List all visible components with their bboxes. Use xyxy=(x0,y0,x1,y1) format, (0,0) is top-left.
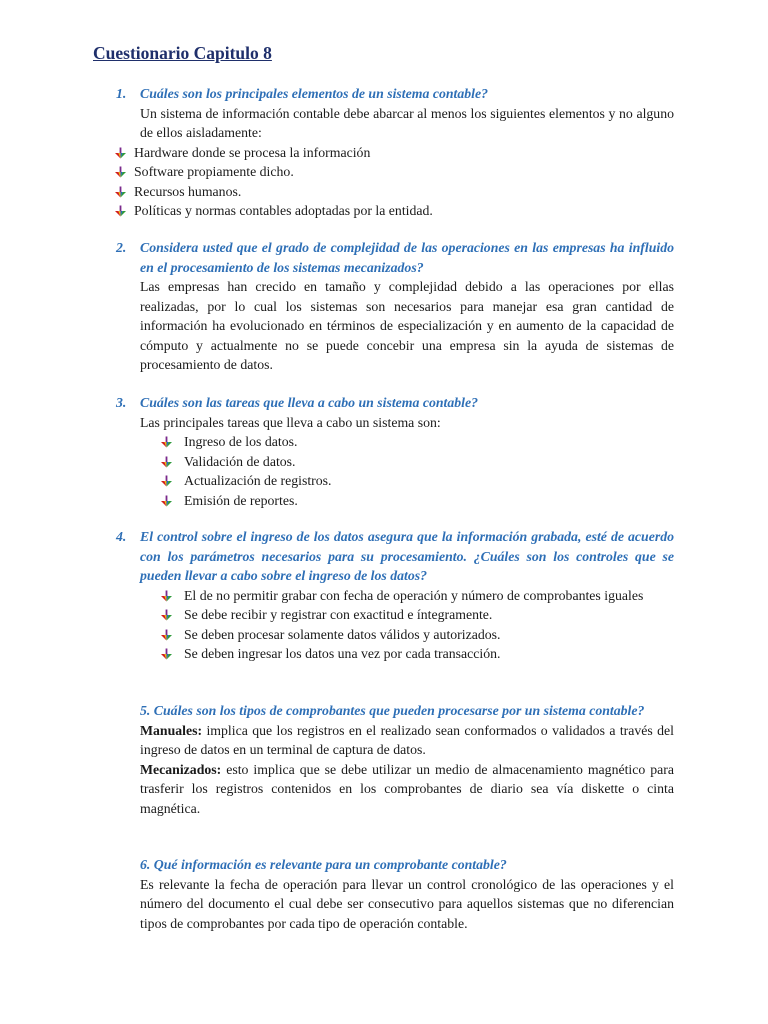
manual-label: Manuales: xyxy=(140,722,203,738)
question-2-answer xyxy=(140,277,674,375)
question-6-text: 6. Qué información es relevante para un comprobante contable? xyxy=(140,857,507,872)
list-item: Hardware donde se procesa la información xyxy=(114,143,674,163)
list-item: Se debe recibir y registrar con exactitud e íntegramente. xyxy=(160,605,674,625)
document-title: Cuestionario Capitulo 8 xyxy=(93,43,272,63)
question-2-number: 2. xyxy=(116,240,127,255)
question-3-intro: Las principales tareas que lleva a cabo un sistema son: xyxy=(140,414,441,430)
question-4-section xyxy=(116,527,674,664)
four-color-arrow-bullet-icon xyxy=(160,605,184,624)
question-2-answer-text: Las empresas han crecido en tamaño y complejidad debido a las operaciones por ellas realizadas, por lo cual los sistemas son necesarios para manejar esa gran cantidad de información ha evolucionado en términos de especialización y en aumento de la capacidad de cómputo y actualmente no se puede concebir una empresa sin la ayuda de sistemas de procesamiento de datos. xyxy=(140,279,674,372)
question-3-heading xyxy=(116,393,674,413)
question-4-number: 4. xyxy=(116,529,127,544)
question-6-answer xyxy=(140,875,674,934)
list-item: Recursos humanos. xyxy=(114,182,674,202)
four-color-arrow-bullet-icon xyxy=(114,182,134,201)
question-1-answer xyxy=(140,104,674,143)
question-4-text: El control sobre el ingreso de los datos asegura que la información grabada, esté de acuerdo con los parámetros necesarios para su procesamiento. ¿Cuáles son los controles que se pueden llevar a cabo sobre el ingreso de los datos? xyxy=(140,529,674,583)
four-color-arrow-bullet-icon xyxy=(160,644,184,663)
four-color-arrow-bullet-icon xyxy=(160,471,184,490)
question-2-text: Considera usted que el grado de complejidad de las operaciones en las empresas ha influido en el procesamiento de los sistemas mecanizados? xyxy=(140,240,674,275)
mech-text: esto implica que se debe utilizar un medio de almacenamiento magnético para trasferir los registros contenidos en los comprobantes de diario sea vía diskette o cinta magnética. xyxy=(140,761,674,816)
question-2-heading xyxy=(116,238,674,277)
list-item: El de no permitir grabar con fecha de operación y número de comprobantes iguales xyxy=(160,586,674,606)
four-color-arrow-bullet-icon xyxy=(114,162,134,181)
question-1-heading xyxy=(116,84,674,104)
manual-text: implica que los registros en el realizado sean conformados o validados a través del ingreso de datos en un terminal de captura de datos. xyxy=(140,722,674,757)
mech-label: Mecanizados: xyxy=(140,761,222,777)
question-3-bullet-list xyxy=(116,432,674,510)
question-3-text: Cuáles son las tareas que lleva a cabo un sistema contable? xyxy=(140,395,479,410)
question-4-bullet-list xyxy=(116,586,674,664)
list-item: Ingreso de los datos. xyxy=(160,432,674,452)
question-4-heading xyxy=(116,527,674,586)
question-3-section xyxy=(116,393,674,510)
question-1-intro: Un sistema de información contable debe abarcar al menos los siguientes elementos y no alguno de ellos aisladamente: xyxy=(140,105,674,140)
four-color-arrow-bullet-icon xyxy=(160,452,184,471)
question-6-section xyxy=(140,855,674,933)
list-item: Emisión de reportes. xyxy=(160,491,674,511)
list-item: Software propiamente dicho. xyxy=(114,162,674,182)
four-color-arrow-bullet-icon xyxy=(160,625,184,644)
question-5-mech-paragraph xyxy=(140,760,674,819)
list-item: Se deben procesar solamente datos válidos y autorizados. xyxy=(160,625,674,645)
question-5-section xyxy=(140,701,674,818)
question-3-answer xyxy=(140,413,674,433)
list-item: Políticas y normas contables adoptadas por la entidad. xyxy=(114,201,674,221)
question-5-text: 5. Cuáles son los tipos de comprobantes que pueden procesarse por un sistema contable? xyxy=(140,703,645,718)
question-2-section xyxy=(116,238,674,375)
four-color-arrow-bullet-icon xyxy=(160,586,184,605)
question-5-manual-paragraph xyxy=(140,721,674,760)
question-1-text: Cuáles son los principales elementos de un sistema contable? xyxy=(140,86,489,101)
four-color-arrow-bullet-icon xyxy=(160,432,184,451)
list-item: Validación de datos. xyxy=(160,452,674,472)
question-6-answer-text: Es relevante la fecha de operación para llevar un control cronológico de las operaciones y el número del documento el cual debe ser consecutivo para aquellos sistemas que no diferencian tipos de comprobantes por cada tipo de operación contable. xyxy=(140,876,674,931)
question-1-bullet-list xyxy=(116,143,674,221)
question-6-heading xyxy=(140,855,674,875)
question-5-heading xyxy=(140,701,674,721)
list-item: Se deben ingresar los datos una vez por cada transacción. xyxy=(160,644,674,664)
question-5-answer xyxy=(140,721,674,819)
question-1-number: 1. xyxy=(116,86,127,101)
question-3-number: 3. xyxy=(116,395,127,410)
four-color-arrow-bullet-icon xyxy=(114,201,134,220)
four-color-arrow-bullet-icon xyxy=(160,491,184,510)
question-1-section xyxy=(116,84,674,221)
list-item: Actualización de registros. xyxy=(160,471,674,491)
four-color-arrow-bullet-icon xyxy=(114,143,134,162)
